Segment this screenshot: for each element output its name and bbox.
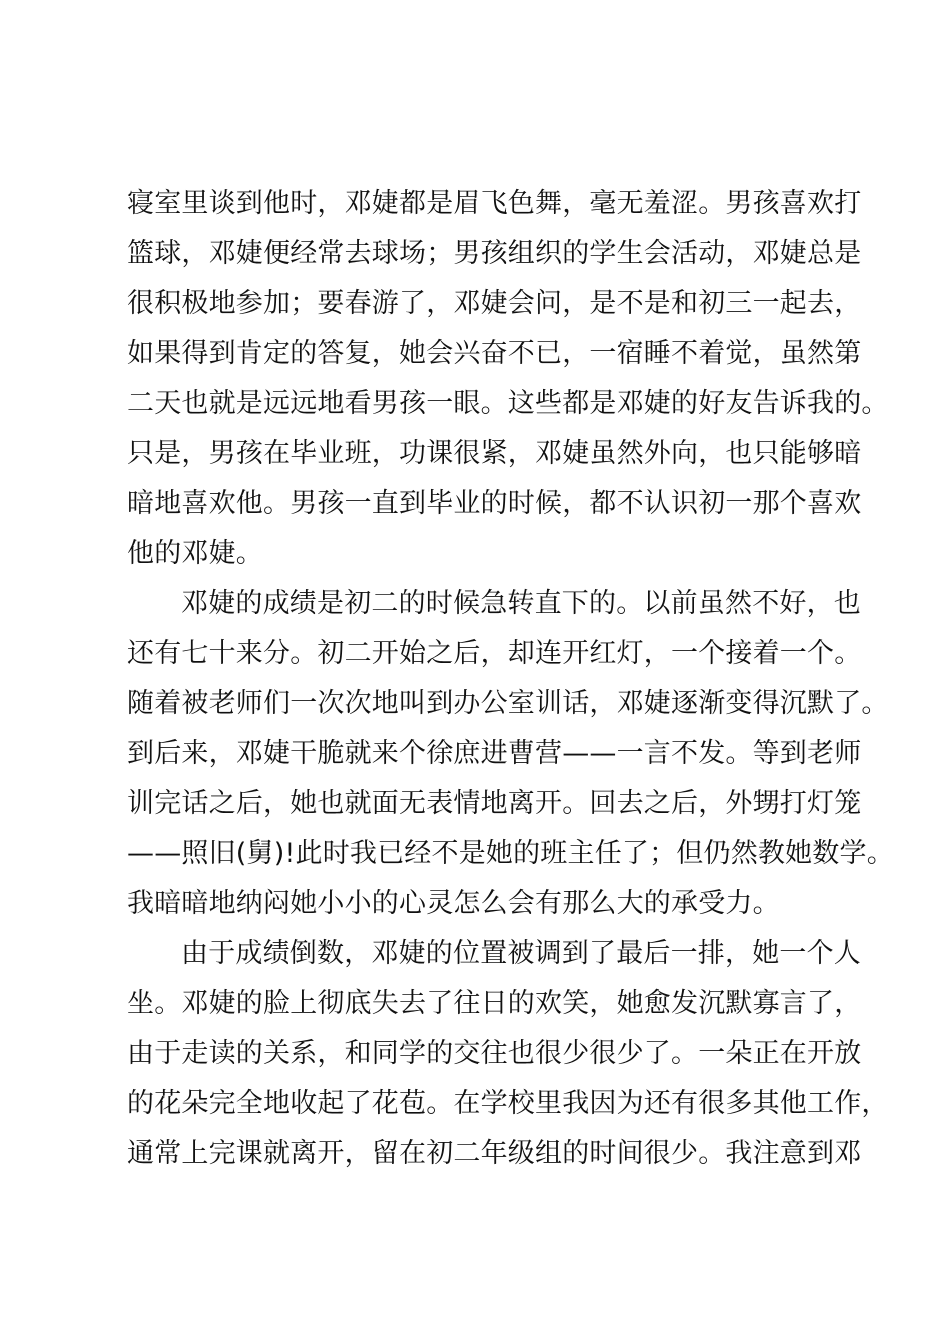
text-line: 还有七十来分。初二开始之后，却连开红灯，一个接着一个。 xyxy=(127,638,862,669)
body-text xyxy=(127,179,894,1179)
text-line: 暗地喜欢他。男孩一直到毕业的时候，都不认识初一那个喜欢 xyxy=(127,488,862,519)
text-line: 篮球，邓婕便经常去球场；男孩组织的学生会活动，邓婕总是 xyxy=(127,238,862,269)
text-line: 邓婕的成绩是初二的时候急转直下的。以前虽然不好，也 xyxy=(181,588,861,619)
text-line: 坐。邓婕的脸上彻底失去了往日的欢笑，她愈发沉默寡言了， xyxy=(127,988,862,1019)
text-line: ——照旧(舅)!此时我已经不是她的班主任了；但仍然教她数学。 xyxy=(127,838,894,869)
text-line: 到后来，邓婕干脆就来个徐庶进曹营——一言不发。等到老师 xyxy=(127,738,862,769)
paragraph-3 xyxy=(127,929,889,1179)
text-line: 如果得到肯定的答复，她会兴奋不已，一宿睡不着觉，虽然第 xyxy=(127,338,862,369)
text-line: 我暗暗地纳闷她小小的心灵怎么会有那么大的承受力。 xyxy=(127,888,780,919)
text-line: 由于走读的关系，和同学的交往也很少很少了。一朵正在开放 xyxy=(127,1038,862,1069)
text-line: 很积极地参加；要春游了，邓婕会问，是不是和初三一起去， xyxy=(127,288,862,319)
paragraph-1 xyxy=(127,179,889,579)
text-line: 训完话之后，她也就面无表情地离开。回去之后，外甥打灯笼 xyxy=(127,788,862,819)
text-line: 寝室里谈到他时，邓婕都是眉飞色舞，毫无羞涩。男孩喜欢打 xyxy=(127,188,862,219)
text-line: 他的邓婕。 xyxy=(127,538,263,569)
text-line: 通常上完课就离开，留在初二年级组的时间很少。我注意到邓 xyxy=(127,1138,862,1169)
text-line: 由于成绩倒数，邓婕的位置被调到了最后一排，她一个人 xyxy=(181,938,861,969)
text-line: 只是，男孩在毕业班，功课很紧，邓婕虽然外向，也只能够暗 xyxy=(127,438,862,469)
paragraph-2 xyxy=(127,579,894,929)
text-line: 随着被老师们一次次地叫到办公室训话，邓婕逐渐变得沉默了。 xyxy=(127,688,889,719)
text-line: 二天也就是远远地看男孩一眼。这些都是邓婕的好友告诉我的。 xyxy=(127,388,889,419)
text-line: 的花朵完全地收起了花苞。在学校里我因为还有很多其他工作， xyxy=(127,1088,889,1119)
